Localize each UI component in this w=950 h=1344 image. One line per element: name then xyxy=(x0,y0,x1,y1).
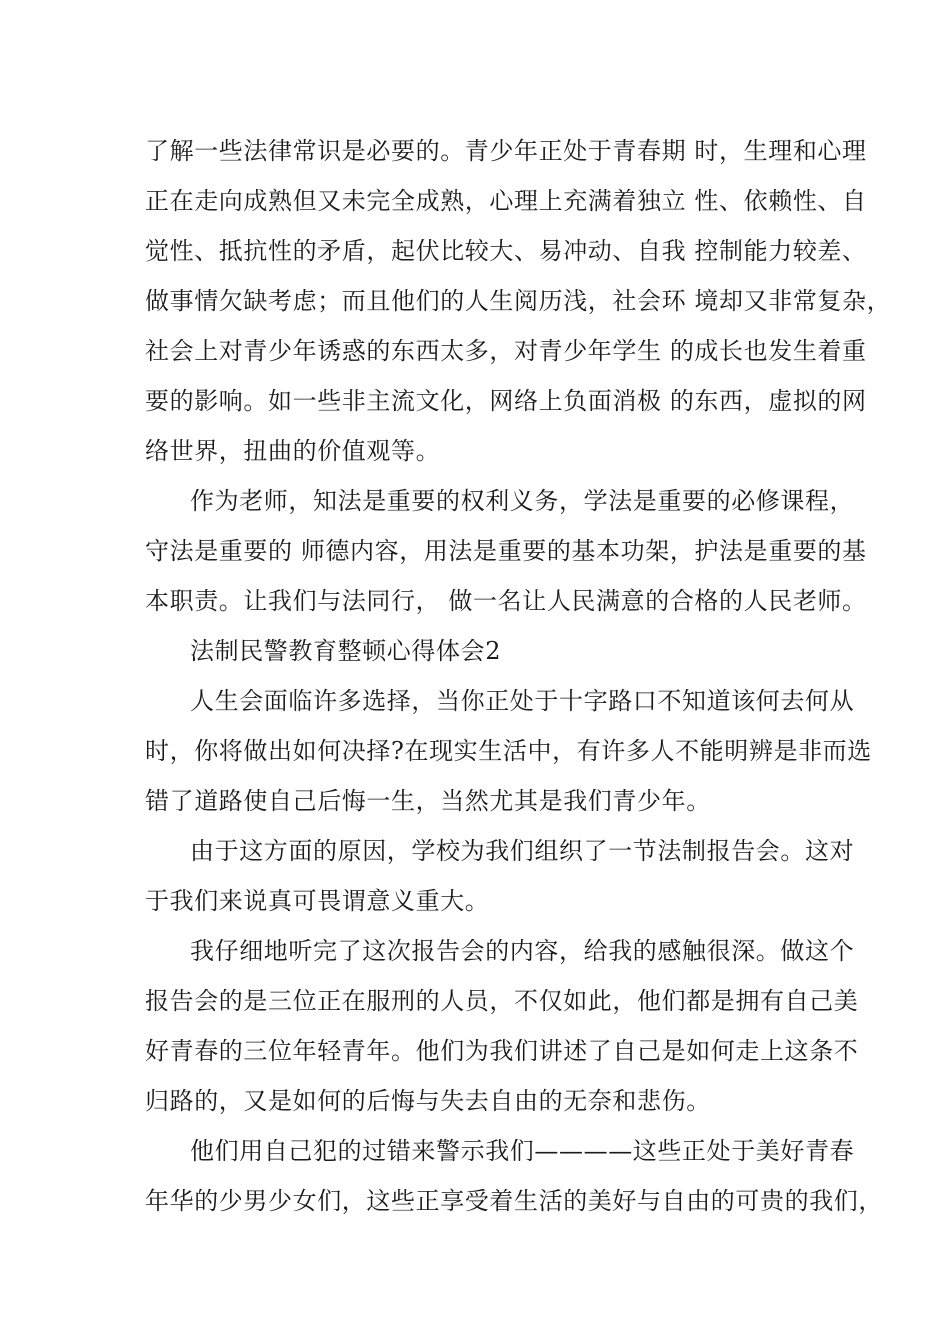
text-line: 觉性、抵抗性的矛盾，起伏比较大、易冲动、自我 控制能力较差、 xyxy=(145,237,867,265)
text-line: 守法是重要的 师德内容，用法是重要的基本功架，护法是重要的基 xyxy=(145,537,867,565)
text-line: 时，你将做出如何决择?在现实生活中，有许多人不能明辨是非而选 xyxy=(145,737,872,765)
text-line: 做事情欠缺考虑；而且他们的人生阅历浅，社会环 境却又非常复杂， xyxy=(145,287,892,315)
text-line: 归路的，又是如何的后悔与失去自由的无奈和悲伤。 xyxy=(145,1087,711,1115)
text-line: 正在走向成熟但又未完全成熟，心理上充满着独立 性、依赖性、自 xyxy=(145,187,867,215)
text-line: 络世界，扭曲的价值观等。 xyxy=(145,437,441,465)
text-line: 社会上对青少年诱惑的东西太多，对青少年学生 的成长也发生着重 xyxy=(145,337,867,365)
text-line: 他们用自己犯的过错来警示我们————这些正处于美好青春 xyxy=(190,1137,855,1165)
section-heading: 法制民警教育整顿心得体会2 xyxy=(190,637,502,665)
text-line: 作为老师，知法是重要的权利义务，学法是重要的必修课程， xyxy=(190,487,855,515)
text-line: 人生会面临许多选择，当你正处于十字路口不知道该何去何从 xyxy=(190,687,855,715)
text-line: 了解一些法律常识是必要的。青少年正处于青春期 时，生理和心理 xyxy=(145,137,867,165)
text-line: 错了道路使自己后悔一生，当然尤其是我们青少年。 xyxy=(145,787,711,815)
text-line: 好青春的三位年轻青年。他们为我们讲述了自己是如何走上这条不 xyxy=(145,1037,859,1065)
text-line: 本职责。让我们与法同行， 做一名让人民满意的合格的人民老师。 xyxy=(145,587,867,615)
text-line: 由于这方面的原因，学校为我们组织了一节法制报告会。这对 xyxy=(190,837,855,865)
text-line: 要的影响。如一些非主流文化，网络上负面消极 的东西，虚拟的网 xyxy=(145,387,867,415)
text-line: 年华的少男少女们，这些正享受着生活的美好与自由的可贵的我们， xyxy=(145,1187,883,1215)
text-line: 于我们来说真可畏谓意义重大。 xyxy=(145,887,490,915)
text-line: 我仔细地听完了这次报告会的内容，给我的感触很深。做这个 xyxy=(190,937,855,965)
text-line: 报告会的是三位正在服刑的人员，不仅如此，他们都是拥有自己美 xyxy=(145,987,859,1015)
